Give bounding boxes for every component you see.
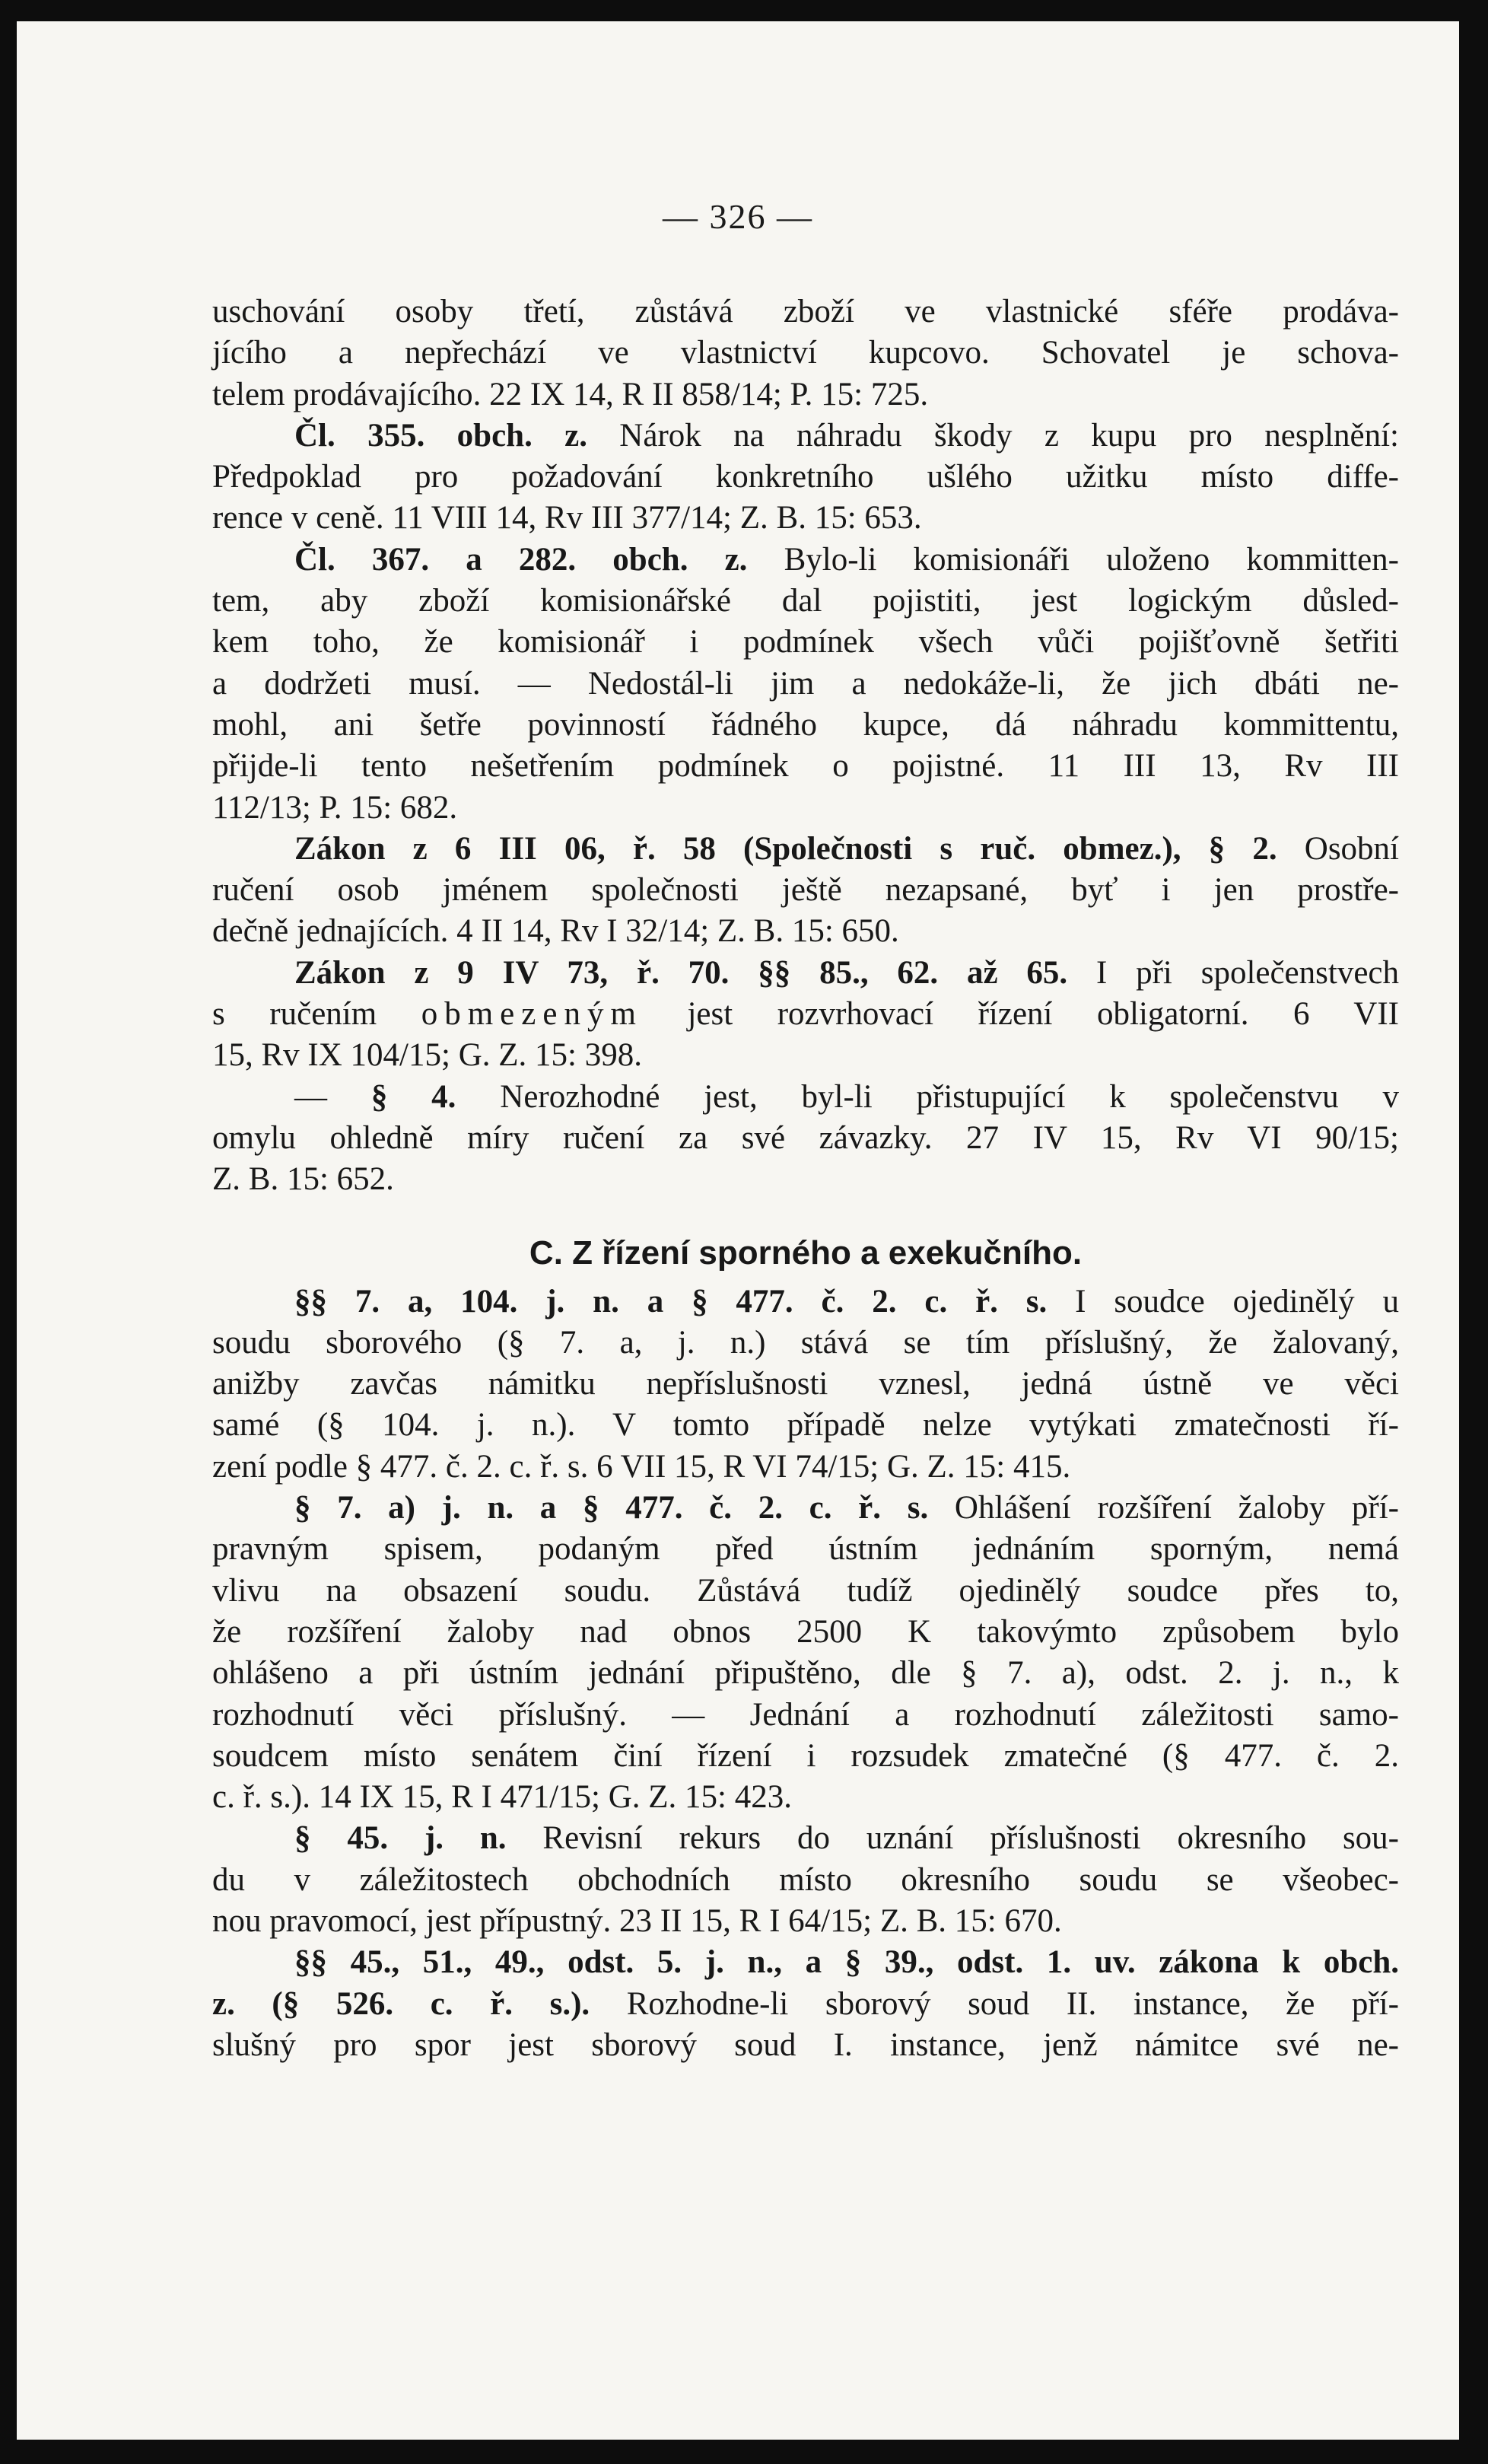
text-run: jest rozvrhovací řízení obligatorní. 6 VII: [642, 996, 1400, 1033]
text-line: [212, 1281, 1399, 1323]
text-run: Nerozhodné jest, byl-li přistupující k společenstvu v: [456, 1078, 1400, 1115]
text-line: [212, 953, 1399, 994]
text-line: jícího a nepřechází ve vlastnictví kupcovo. Schovatel je schova-: [212, 335, 1399, 371]
text-line: 112/13; P. 15: 682.: [212, 789, 458, 826]
text-line: zení podle § 477. č. 2. c. ř. s. 6 VII 15, R VI 74/15; G. Z. 15: 415.: [212, 1448, 1071, 1485]
text-line: [212, 1077, 1399, 1118]
page-body: [212, 291, 1399, 2066]
page-number: — 326 —: [663, 197, 813, 236]
text-line: telem prodávajícího. 22 IX 14, R II 858/14; P. 15: 725.: [212, 376, 929, 412]
text-line: soudcem místo senátem činí řízení i rozsudek zmatečné (§ 477. č. 2.: [212, 1737, 1399, 1774]
text-line: dečně jednajících. 4 II 14, Rv I 32/14; Z. B. 15: 650.: [212, 913, 899, 950]
text-line: kem toho, že komisionář i podmínek všech vůči pojišťovně šetřiti: [212, 624, 1399, 661]
citation: § 45. j. n.: [294, 1820, 507, 1857]
text-line: [212, 1984, 1399, 2025]
text-line: vlivu na obsazení soudu. Zůstává tudíž ojedinělý soudce přes to,: [212, 1572, 1399, 1609]
text-line: tem, aby zboží komisionářské dal pojistiti, jest logickým důsled-: [212, 583, 1399, 619]
text-line: Z. B. 15: 652.: [212, 1161, 394, 1198]
citation: Zákon z 9 IV 73, ř. 70. §§ 85., 62. až 65.: [294, 954, 1068, 991]
text-run: s ručením: [212, 996, 421, 1033]
text-line: pravným spisem, podaným před ústním jednáním sporným, nemá: [212, 1531, 1399, 1568]
text-line: nou pravomocí, jest přípustný. 23 II 15, R I 64/15; Z. B. 15: 670.: [212, 1902, 1062, 1939]
text-run: I při společenstvech: [1067, 954, 1399, 991]
text-run: Nárok na náhradu škody z kupu pro nesplnění:: [587, 417, 1400, 454]
section-heading: C. Z řízení sporného a exekučního.: [529, 1234, 1083, 1272]
text-run: Ohlášení rozšíření žaloby pří-: [928, 1490, 1399, 1526]
text-line: rozhodnutí věci příslušný. — Jednání a rozhodnutí záležitosti samo-: [212, 1696, 1399, 1733]
text-run: Osobní: [1277, 830, 1400, 867]
text-line: c. ř. s.). 14 IX 15, R I 471/15; G. Z. 15: 423.: [212, 1779, 792, 1816]
text-line: uschování osoby třetí, zůstává zboží ve vlastnické sféře prodáva-: [212, 294, 1399, 329]
text-run: Revisní rekurs do uznání příslušnosti okresního sou-: [506, 1820, 1399, 1857]
text-line: [212, 1818, 1399, 1859]
text-line: §§ 45., 51., 49., odst. 5. j. n., a § 39., odst. 1. uv. zákona k obch.: [294, 1944, 1399, 1981]
citation: § 7. a) j. n. a § 477. č. 2. c. ř. s.: [294, 1490, 929, 1526]
text-line: ručení osob jménem společnosti ještě nezapsané, byť i jen prostře-: [212, 872, 1399, 909]
text-line: [212, 540, 1399, 581]
text-line: [212, 415, 1399, 457]
text-line: [212, 994, 1399, 1035]
text-line: [212, 829, 1399, 870]
book-page: [17, 21, 1459, 2440]
citation: § 4.: [370, 1078, 456, 1115]
text-line: omylu ohledně míry ručení za své závazky. 27 IV 15, Rv VI 90/15;: [212, 1119, 1399, 1156]
text-line: soudu sborového (§ 7. a, j. n.) stává se tím příslušný, že žalovaný,: [212, 1324, 1399, 1361]
text-line: že rozšíření žaloby nad obnos 2500 K takovýmto způsobem bylo: [212, 1613, 1399, 1650]
citation: z. (§ 526. c. ř. s.).: [212, 1985, 590, 2022]
citation: Zákon z 6 III 06, ř. 58 (Společnosti s ruč. obmez.), § 2.: [294, 830, 1277, 867]
text-line: a dodržeti musí. — Nedostál-li jim a nedokáže-li, že jich dbáti ne-: [212, 665, 1399, 702]
spaced-emphasis: obmezeným: [421, 996, 643, 1033]
text-run: —: [294, 1078, 371, 1115]
text-run: Rozhodne-li sborový soud II. instance, že pří-: [590, 1985, 1399, 2022]
text-line: du v záležitostech obchodních místo okresního soudu se všeobec-: [212, 1861, 1399, 1898]
text-run: I soudce ojedinělý u: [1047, 1283, 1399, 1320]
text-line: rence v ceně. 11 VIII 14, Rv III 377/14; Z. B. 15: 653.: [212, 500, 922, 536]
text-line: přijde-li tento nešetřením podmínek o pojistné. 11 III 13, Rv III: [212, 748, 1399, 785]
text-line: slušný pro spor jest sborový soud I. instance, jenž námitce své ne-: [212, 2026, 1399, 2063]
text-line: [212, 1488, 1399, 1529]
text-line: ohlášeno a při ústním jednání připuštěno, dle § 7. a), odst. 2. j. n., k: [212, 1655, 1399, 1692]
citation: Čl. 367. a 282. obch. z.: [294, 541, 748, 578]
text-line: mohl, ani šetře povinností řádného kupce, dá náhradu kommittentu,: [212, 706, 1399, 743]
text-line: samé (§ 104. j. n.). V tomto případě nelze vytýkati zmatečnosti ří-: [212, 1407, 1399, 1444]
citation: Čl. 355. obch. z.: [294, 417, 587, 454]
text-line: anižby zavčas námitku nepříslušnosti vznesl, jedná ústně ve věci: [212, 1366, 1399, 1402]
citation: §§ 7. a, 104. j. n. a § 477. č. 2. c. ř. s.: [294, 1283, 1048, 1320]
text-line: 15, Rv IX 104/15; G. Z. 15: 398.: [212, 1037, 642, 1074]
text-run: Bylo-li komisionáři uloženo kommitten-: [747, 541, 1400, 578]
text-line: Předpoklad pro požadování konkretního ušlého užitku místo diffe-: [212, 459, 1399, 495]
